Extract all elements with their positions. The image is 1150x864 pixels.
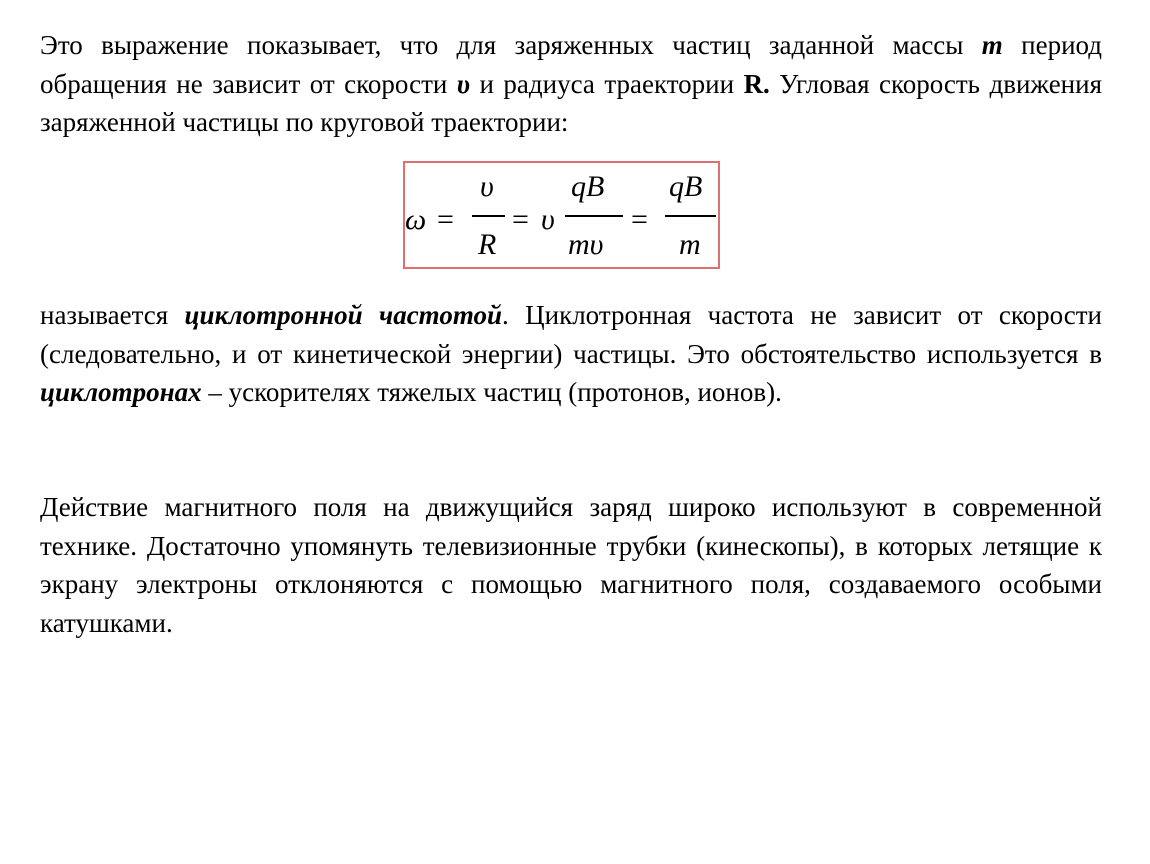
formula-equals-2: = [512, 203, 529, 236]
formula-numerator-v: υ [480, 170, 494, 203]
text-span: . Циклотронная частота не зависит от скорости (следовательно, и от кинетической энергии) частицы. Это обстоятельство используется в [40, 300, 1103, 369]
radius-symbol: R. [743, 68, 770, 99]
formula-equals-1: = [437, 203, 454, 236]
paragraph-cyclotron-frequency [40, 296, 1102, 412]
text-span: период обращения не зависит от скорости [40, 30, 1103, 99]
text-span: Это выражение показывает, что для заряженных частиц заданной массы [40, 30, 982, 60]
text-span: Угловая скорость движения заряженной частицы по круговой траектории: [40, 68, 1102, 137]
formula-denominator-R: R [478, 228, 497, 261]
text-span: и радиуса траектории [470, 68, 744, 99]
text-span: Действие магнитного поля на движущийся заряд широко используют в современной технике. Достаточно упомянуть телевизионные трубки (кинескопы), в которых летящие к экрану электроны отклоняются с помощью магнитного поля, создаваемого особыми катушками. [40, 492, 1102, 638]
term-cyclotron-frequency: циклотронной частотой [184, 300, 502, 330]
speed-symbol: υ [456, 68, 471, 99]
term-cyclotrons: циклотронах [40, 377, 202, 407]
paragraph-period-independence [40, 26, 1102, 142]
formula-omega: ω [405, 203, 427, 236]
formula-denominator-m: m [679, 228, 701, 261]
formula-denominator-mv: mυ [568, 228, 604, 261]
paragraph-magnetic-field-applications [40, 488, 1102, 642]
formula-v-factor: υ [541, 203, 555, 236]
text-span: – ускорителях тяжелых частиц (протонов, ионов). [201, 377, 782, 407]
mass-symbol: m [981, 30, 1003, 60]
text-span: называется [40, 300, 185, 330]
formula-equals-3: = [631, 203, 648, 236]
formula-numerator-qB-1: qB [571, 170, 605, 203]
cyclotron-frequency-formula [403, 161, 720, 269]
formula-svg [405, 163, 718, 267]
formula-numerator-qB-2: qB [669, 170, 703, 203]
